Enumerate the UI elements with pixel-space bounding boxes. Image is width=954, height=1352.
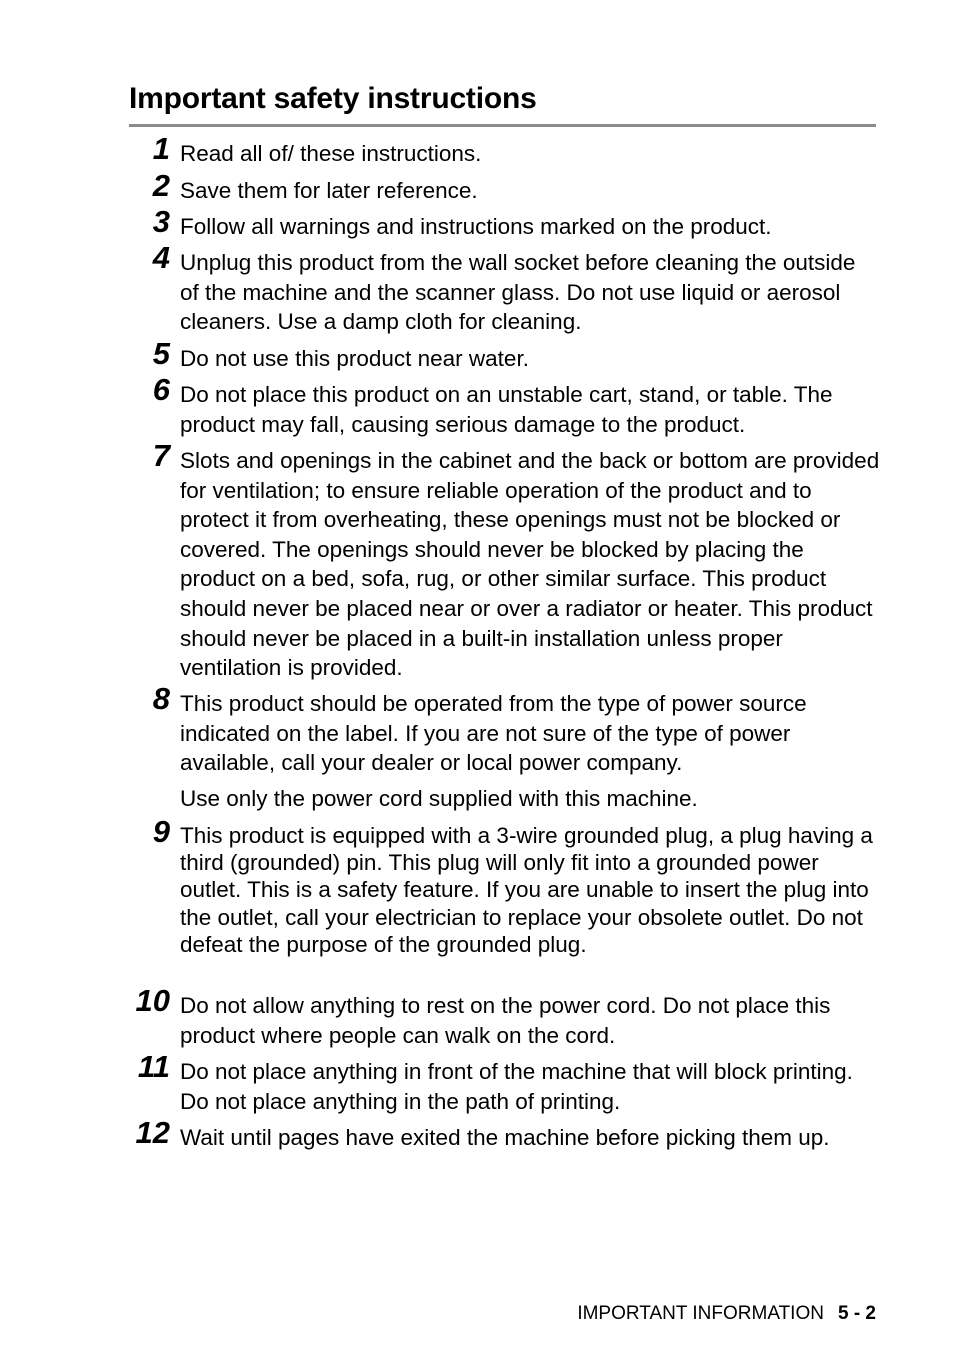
item-number: 4: [152, 240, 170, 275]
item-text: Read all of/ these instructions.: [180, 141, 482, 166]
list-item: [152, 372, 880, 439]
list-item: [152, 681, 880, 813]
item-number: 1: [152, 131, 170, 166]
item-text: Wait until pages have exited the machine before picking them up.: [180, 1125, 830, 1150]
item-text: This product should be operated from the type of power source indicated on the label. If you are not sure of the type of power available, call your dealer or local power company.: [180, 691, 807, 776]
list-item: [152, 814, 880, 958]
item-text: Unplug this product from the wall socket before cleaning the outside of the machine and the scanner glass. Do not use liquid or aerosol cleaners. Use a damp cloth for cleaning.: [180, 250, 856, 335]
list-item: [152, 131, 880, 169]
item-text: Do not place anything in front of the machine that will block printing. Do not place anything in the path of printing.: [180, 1059, 853, 1114]
list-item: [137, 1049, 880, 1116]
title-rule: [129, 124, 876, 127]
page-number: 5 - 2: [837, 1303, 876, 1324]
list-item: [152, 336, 880, 374]
item-number: 2: [152, 168, 170, 203]
list-item: [152, 168, 880, 206]
item-number: 5: [152, 336, 170, 371]
item-note: Use only the power cord supplied with this machine.: [180, 785, 698, 811]
list-item: [152, 438, 880, 683]
item-text: Do not use this product near water.: [180, 346, 529, 371]
item-text: Follow all warnings and instructions marked on the product.: [180, 214, 772, 239]
item-number: 9: [152, 814, 170, 849]
item-text: Slots and openings in the cabinet and the back or bottom are provided for ventilation; to ensure reliable operation of the product and to protect it from overheating, these openings must not be blocked or covered. The openings should never be blocked by placing the product on a bed, sofa, rug, or other similar surface. This product should never be placed near or over a radiator or heater. This product should never be placed in a built-in installation unless proper ventilation is provided.: [180, 448, 880, 681]
page-title: Important safety instructions: [129, 82, 537, 115]
item-number: 7: [152, 438, 170, 473]
list-item: [135, 1115, 880, 1153]
item-text: Save them for later reference.: [180, 178, 478, 203]
item-number: 6: [152, 372, 170, 407]
item-number: 8: [152, 681, 170, 716]
list-item: [152, 240, 880, 337]
item-text: Do not place this product on an unstable cart, stand, or table. The product may fall, causing serious damage to the product.: [180, 382, 833, 437]
page-footer: [577, 1302, 876, 1326]
footer-section-label: IMPORTANT INFORMATION: [577, 1303, 824, 1324]
item-text: This product is equipped with a 3-wire grounded plug, a plug having a third (grounded) pin. This plug will only fit into a grounded power outlet. This is a safety feature. If you are unable to insert the plug into the outlet, call your electrician to replace your obsolete outlet. Do not defeat the purpose of the grounded plug.: [180, 823, 873, 957]
list-item: [152, 204, 880, 242]
item-number: 10: [135, 983, 170, 1018]
item-number: 11: [137, 1049, 170, 1084]
item-number: 3: [152, 204, 170, 239]
list-item: [135, 983, 880, 1050]
item-number: 12: [135, 1115, 170, 1150]
item-text: Do not allow anything to rest on the power cord. Do not place this product where people can walk on the cord.: [180, 993, 831, 1048]
